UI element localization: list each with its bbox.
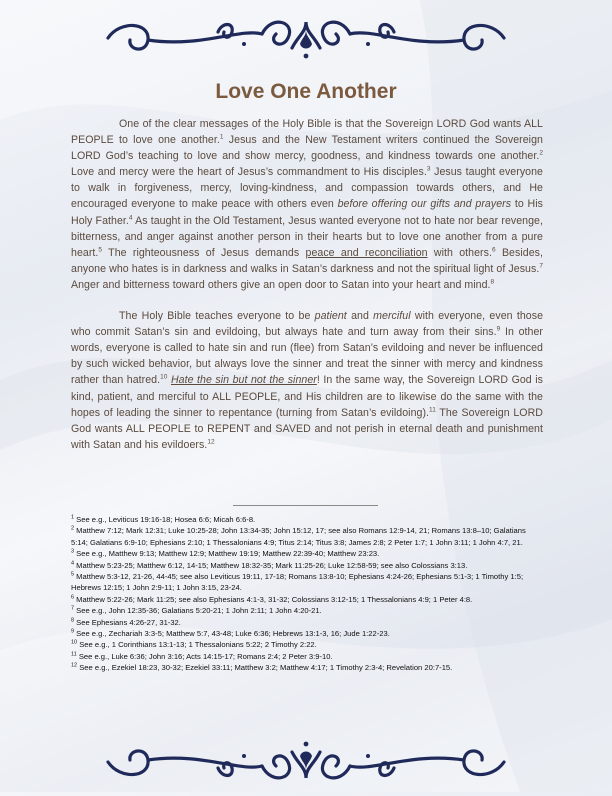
footnote: $^8$ See Ephesians 4:26-27, 31-32. [71,617,181,627]
footnote-ref[interactable]: 5 [98,246,103,254]
footnote: $^5$ Matthew 5:3-12, 21-26, 44-45; see also Leviticus 19:11, 17-18; Romans 13:8-10; Ephesians 4:24-26; Ephesians 5:1-3; 1 Timothy 1:5; Hebrews 12:15; 1 John 2:9-11; 1 John 3:15, 23-24. [71,571,524,593]
paragraph-hate-the-sin: The Holy Bible teaches everyone to be patient and merciful with everyone, even those who commit Satan’s sin and evildoing, but always hate and turn away from their sins.$^9$ In other words, everyone is called to hate sin and run (flee) from Satan’s evildoing and never be influenced by such wicked behavior, but always love the sinner and treat the sinner with mercy and kindness rather than hatred.$^{10}$ Hate the sin but not the sinner! In the same way, the Sovereign LORD God is kind, patient, and merciful to ALL PEOPLE, and His children are to likewise do the same with the hopes of leading the sinner to repentance (turning from Satan’s evildoing).$^{11}$ The Sovereign LORD God wants ALL PEOPLE to REPENT and SAVED and not perish in eternal death and punishment with Satan and his evildoers.$^{12}$ [71,310,544,451]
bottom-scroll-ornament-icon [0,736,612,796]
footnote: $^4$ Matthew 5:23-25; Matthew 6:12, 14-15; Matthew 18:32-35; Mark 11:25-26; Luke 12:58-59; see also Colossians 3:13. [71,560,468,570]
footnotes [71,514,541,674]
footnote-ref[interactable]: 6 [491,246,496,254]
footnote-ref[interactable]: 3 [426,165,431,173]
footnote-ref[interactable]: 10 [160,373,168,381]
footnote-ref[interactable]: 7 [539,262,543,270]
footnote: $^6$ Matthew 5:22-26; Mark 11:25; see also Ephesians 4:1-3, 31-32; Colossians 3:12-15; 1 Thessalonians 4:9; 1 Peter 4:8. [71,594,473,604]
footnote-ref[interactable]: 9 [496,325,501,333]
paragraph-love-one-another: One of the clear messages of the Holy Bible is that the Sovereign LORD God wants ALL PEOPLE to love one another.$^1$ Jesus and the New Testament writers continued the Sovereign LORD God’s teaching to love and show mercy, goodness, and kindness towards one another.$^2$ Love and mercy were the heart of Jesus’s commandment to His disciples.$^3$ Jesus taught everyone to walk in forgiveness, mercy, loving-kindness, and compassion towards others, and He encouraged everyone to make peace with others even before offering our gifts and prayers to His Holy Father.$^4$ As taught in the Old Testament, Jesus wanted everyone not to hate nor bear revenge, bitterness, and anger against another person in their hearts but to love one another from a pure heart.$^5$ The righteousness of Jesus demands peace and reconciliation with others.$^6$ Besides, anyone who hates is in darkness and walks in Satan’s darkness and not the spiritual light of Jesus.$^7$ Anger and bitterness toward others give an open door to Satan into your heart and mind.$^8$ [71,118,543,291]
footnote-ref[interactable]: 1 [219,133,224,141]
footnote: $^7$ See e.g., John 12:35-36; Galatians 5:20-21; 1 John 2:11; 1 John 4:20-21. [71,605,322,616]
footnote: $^2$ Matthew 7:12; Mark 12:31; Luke 10:25-28; John 13:34-35; John 15:12, 17; see also Romans 12:9-14, 21; Romans 13:8–10; Galatians 5:14; Galatians 6:9-10; Ephesians 2:10; 1 Thessalonians 4:9; Titus 2:14; Titus 3:8; James 2:8; 2 Peter 1:7; 1 John 3:11; 1 John 4:7, 21. [71,525,526,547]
footnote-ref[interactable]: 11 [429,406,436,414]
footnote: $^3$ See e.g., Matthew 9:13; Matthew 12:9; Matthew 19:19; Matthew 22:39-40; Matthew 23:23. [71,548,380,559]
footnote: $^{12}$ See e.g., Ezekiel 18:23, 30-32; Ezekiel 33:11; Matthew 3:2; Matthew 4:17; 1 Timothy 2:3-4; Revelation 20:7-15. [71,662,453,673]
footnote: $^9$ See e.g., Zechariah 3:3-5; Matthew 5:7, 43-48; Luke 6:36; Hebrews 13:1-3, 16; Jude 1:22-23. [71,628,390,639]
main-body [71,116,543,453]
footnote-ref[interactable]: 12 [207,438,215,446]
top-scroll-ornament-icon [0,8,612,68]
footnote-ref[interactable]: 4 [128,214,133,222]
footnote-divider [233,505,378,506]
footnote: $^{11}$ See e.g., Luke 6:36; John 3:16; Acts 14:15-17; Romans 2:4; 2 Peter 3:9-10. [71,651,333,661]
footnote-ref[interactable]: 8 [490,278,495,286]
footnote: $^1$ See e.g., Leviticus 19:16-18; Hosea 6:6; Micah 6:6-8. [71,514,256,524]
footnote-ref[interactable]: 2 [539,149,543,157]
page-title: Love One Another [215,80,397,103]
footnote: $^{10}$ See e.g., 1 Corinthians 13:1-13; 1 Thessalonians 5:22; 2 Timothy 2:22. [71,639,317,650]
